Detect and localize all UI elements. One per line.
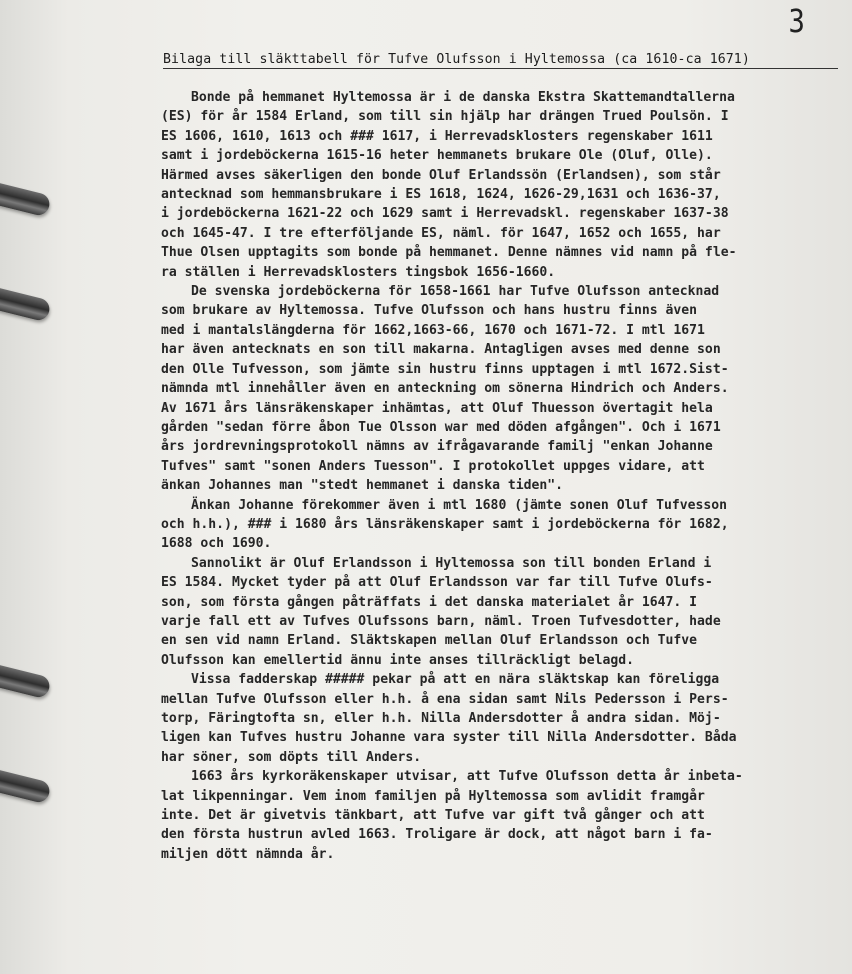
- text-line: och h.h.), ### i 1680 års länsräkenskaper samt i jordeböckerna för 1682,: [161, 516, 729, 532]
- text-line: (ES) för år 1584 Erland, som till sin hjälp har drängen Trued Poulsön. I: [161, 109, 729, 125]
- text-line: ligen kan Tufves hustru Johanne vara syster till Nilla Andersdotter. Båda: [161, 730, 737, 746]
- text-line: har söner, som döpts till Anders.: [161, 749, 422, 765]
- text-line: i jordeböckerna 1621-22 och 1629 samt i Herrevadskl. regenskaber 1637-38: [161, 206, 729, 222]
- text-line: Bonde på hemmanet Hyltemossa är i de danska Ekstra Skattemandtallerna: [191, 90, 735, 105]
- binder-ring: [0, 286, 52, 323]
- paragraph: [161, 670, 841, 767]
- text-line: med i mantalslängderna för 1662,1663-66, 1670 och 1671-72. I mtl 1671: [161, 322, 705, 338]
- binder-ring: [0, 663, 52, 700]
- text-line: har även antecknats en son till makarna. Antagligen avses med denne son: [161, 342, 721, 358]
- text-line: miljen dött nämnda år.: [161, 846, 335, 862]
- text-line: Thue Olsen upptagits som bonde på hemmanet. Denne nämnes vid namn på fle-: [161, 245, 737, 261]
- text-line: antecknad som hemmansbrukare i ES 1618, 1624, 1626-29,1631 och 1636-37,: [161, 187, 721, 203]
- text-line: Tufves" samt "sonen Anders Tuesson". I protokollet uppges vidare, att: [161, 458, 705, 474]
- text-line: lat likpenningar. Vem inom familjen på Hyltemossa som avlidit framgår: [161, 788, 705, 804]
- text-line: en sen vid namn Erland. Släktskapen mellan Oluf Erlandsson och Tufve: [161, 633, 698, 649]
- text-line: änkan Johannes man "stedt hemmanet i danska tiden".: [161, 478, 564, 494]
- text-line: ra ställen i Herrevadsklosters tingsbok 1656-1660.: [161, 264, 556, 280]
- text-line: den första hustrun avled 1663. Troligare är dock, att något barn i fa-: [161, 827, 713, 843]
- paragraph: [161, 496, 841, 554]
- binder-ring: [0, 181, 52, 218]
- document-body: [161, 88, 841, 864]
- text-line: 1688 och 1690.: [161, 536, 272, 552]
- paragraph: [161, 88, 841, 282]
- text-line: Vissa fadderskap ##### pekar på att en nära släktskap kan föreligga: [191, 672, 720, 688]
- text-line: ES 1584. Mycket tyder på att Oluf Erlandsson var far till Tufve Olufs-: [161, 575, 713, 591]
- text-line: samt i jordeböckerna 1615-16 heter hemmanets brukare Ole (Oluf, Olle).: [161, 148, 713, 164]
- text-line: Härmed avses säkerligen den bonde Oluf Erlandssön (Erlandsen), som står: [161, 167, 721, 183]
- text-line: Av 1671 års länsräkenskaper inhämtas, att Oluf Thuesson övertagit hela: [161, 400, 713, 416]
- text-line: gården "sedan förre åbon Tue Olsson war med döden afgången". Och i 1671: [161, 419, 721, 435]
- text-line: och 1645-47. I tre efterföljande ES, näml. för 1647, 1652 och 1655, har: [161, 225, 721, 241]
- text-line: inte. Det är givetvis tänkbart, att Tufve var gift två gånger och att: [161, 808, 705, 824]
- text-line: som brukare av Hyltemossa. Tufve Olufsson och hans hustru finns även: [161, 303, 698, 319]
- text-line: son, som första gången påträffats i det danska materialet år 1647. I: [161, 594, 698, 610]
- paragraph: [161, 767, 841, 864]
- text-line: nämnda mtl innehåller även en anteckning om sönerna Hindrich och Anders.: [161, 381, 729, 397]
- text-line: 1663 års kyrkoräkenskaper utvisar, att Tufve Olufsson detta år inbeta-: [191, 769, 743, 785]
- text-line: Olufsson kan emellertid ännu inte anses tillräckligt belagd.: [161, 652, 634, 668]
- text-line: De svenska jordeböckerna för 1658-1661 har Tufve Olufsson antecknad: [191, 284, 720, 300]
- text-line: Änkan Johanne förekommer även i mtl 1680 (jämte sonen Oluf Tufvesson: [191, 497, 728, 513]
- text-line: års jordrevningsprotokoll nämns av ifrågavarande familj "enkan Johanne: [161, 439, 713, 455]
- text-line: ES 1606, 1610, 1613 och ### 1617, i Herrevadsklosters regenskaber 1611: [161, 128, 713, 144]
- document-heading: Bilaga till släkttabell för Tufve Olufsson i Hyltemossa (ca 1610-ca 1671): [163, 52, 838, 69]
- text-line: mellan Tufve Olufsson eller h.h. å ena sidan samt Nils Pedersson i Pers-: [161, 691, 729, 707]
- text-line: torp, Färingtofta sn, eller h.h. Nilla Andersdotter å andra sidan. Möj-: [161, 711, 721, 726]
- binder-ring: [0, 768, 52, 805]
- text-line: den Olle Tufvesson, som jämte sin hustru finns upptagen i mtl 1672.Sist-: [161, 361, 729, 377]
- paragraph: [161, 282, 841, 495]
- page-number: 3: [788, 2, 805, 40]
- text-line: Sannolikt är Oluf Erlandsson i Hyltemossa son till bonden Erland i: [191, 555, 712, 571]
- text-line: varje fall ett av Tufves Olufssons barn, näml. Troen Tufvesdotter, hade: [161, 613, 721, 629]
- paragraph: [161, 554, 841, 670]
